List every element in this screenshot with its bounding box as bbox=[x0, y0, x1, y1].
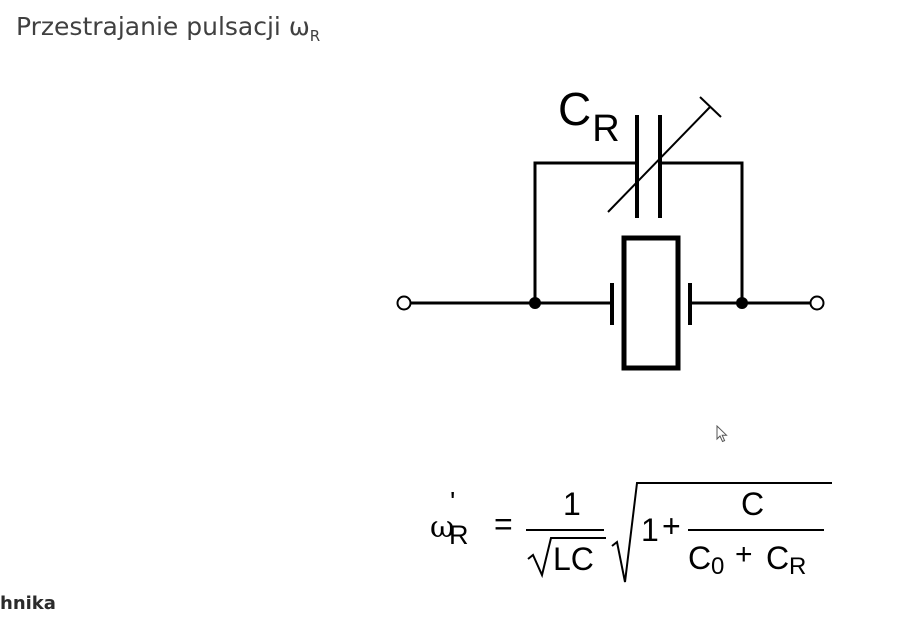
junction-right bbox=[736, 297, 748, 309]
wires bbox=[410, 163, 811, 303]
fraction2-denominator-c-sub: 0 bbox=[711, 553, 725, 580]
footer-brand-logo-text: hnika bbox=[0, 593, 56, 614]
omega-prime: ' bbox=[450, 486, 456, 517]
omega-subscript: R bbox=[449, 520, 469, 550]
junction-left bbox=[529, 297, 541, 309]
resonance-formula bbox=[428, 480, 848, 590]
fraction2-denominator-plus: + bbox=[735, 538, 753, 571]
wire-top-right bbox=[661, 163, 742, 303]
fraction2-numerator: C bbox=[741, 486, 765, 522]
equals-sign: = bbox=[494, 506, 513, 542]
fraction1-numerator: 1 bbox=[563, 486, 581, 522]
fraction2-bar bbox=[688, 529, 824, 531]
terminal-left bbox=[398, 297, 411, 310]
fraction1-bar bbox=[526, 529, 604, 531]
capacitor-label bbox=[558, 83, 620, 150]
wire-top-left bbox=[535, 163, 636, 303]
fraction2-denominator-cr-sub: R bbox=[789, 553, 807, 580]
fraction2-denominator-cr: C bbox=[766, 540, 790, 576]
fraction2-denominator-c: C bbox=[688, 540, 712, 576]
title-subscript: R bbox=[309, 27, 321, 45]
terminal-right bbox=[811, 297, 824, 310]
capacitor-label-sub: R bbox=[592, 108, 620, 150]
mouse-pointer-icon bbox=[716, 425, 730, 443]
one: 1 bbox=[641, 512, 659, 548]
omega-symbol: ω bbox=[430, 510, 455, 545]
title-main: Przestrajanie pulsacji ω bbox=[16, 12, 310, 41]
plus-sign: + bbox=[662, 508, 681, 544]
capacitor-label-main: C bbox=[558, 83, 592, 135]
fraction1-denominator: LC bbox=[553, 541, 594, 577]
crystal-body bbox=[624, 238, 678, 368]
